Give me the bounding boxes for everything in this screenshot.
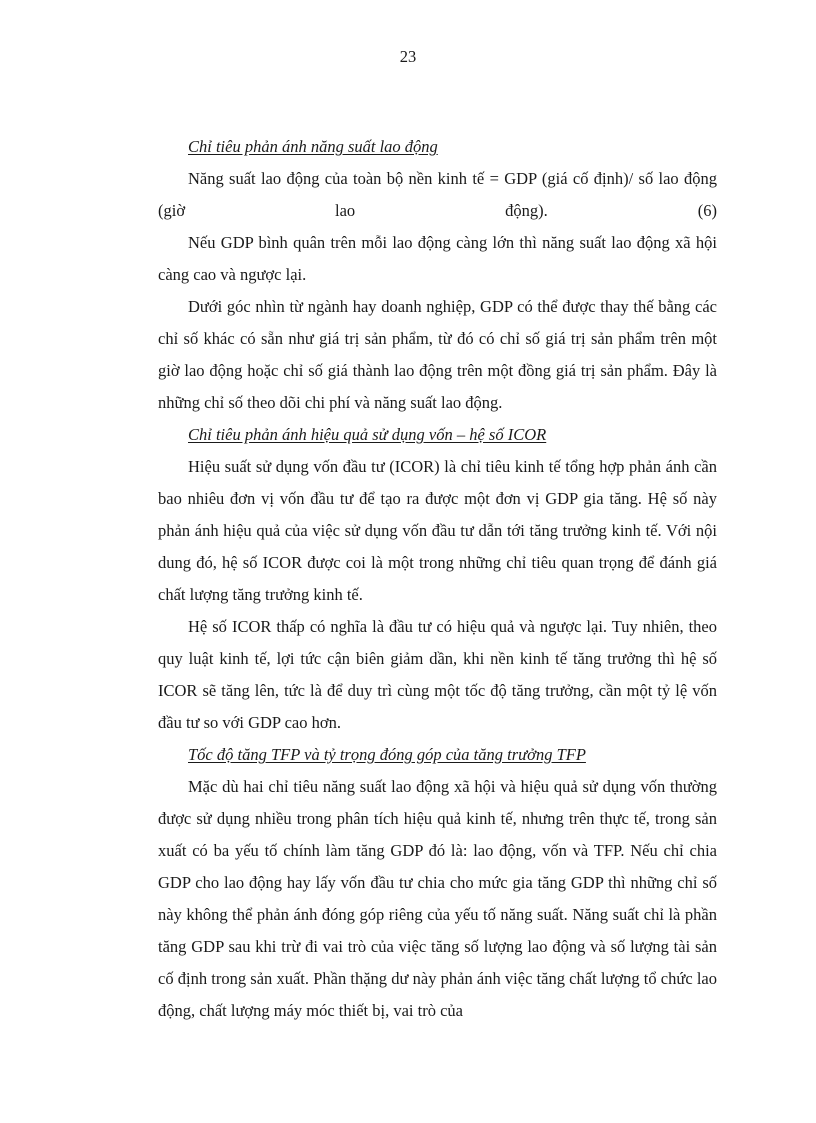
section-heading-icor: Chỉ tiêu phản ánh hiệu quả sử dụng vốn – hệ số ICOR [188,425,547,444]
formula-number: (6) [697,201,717,220]
body-paragraph: Hệ số ICOR thấp có nghĩa là đầu tư có hiệu quả và ngược lại. Tuy nhiên, theo quy luật kinh tế, lợi tức cận biên giảm dần, khi nền kinh tế tăng trưởng thì hệ số ICOR sẽ tăng lên, tức là để duy trì cùng một tốc độ tăng trưởng, cần một tỷ lệ vốn đầu tư so với GDP cao hơn. [158,617,717,732]
page-number: 23 [399,47,417,66]
body-paragraph: Mặc dù hai chỉ tiêu năng suất lao động xã hội và hiệu quả sử dụng vốn thường được sử dụng nhiều trong phân tích hiệu quả kinh tế, nhưng trên thực tế, trong sản xuất có ba yếu tố chính làm tăng GDP đó là: lao động, vốn và TFP. Nếu chỉ chia GDP cho lao động hay lấy vốn đầu tư chia cho mức gia tăng GDP thì những chỉ số này không thể phản ánh đóng góp riêng của yếu tố năng suất. Năng suất chỉ là phần tăng GDP sau khi trừ đi vai trò của việc tăng số lượng lao động và số lượng tài sản cố định trong sản xuất. Phần thặng dư này phản ánh việc tăng chất lượng tổ chức lao động, chất lượng máy móc thiết bị, vai trò của [158,777,717,1020]
section-heading-labor-productivity: Chỉ tiêu phản ánh năng suất lao động [188,137,438,156]
formula-paragraph [158,163,717,227]
body-paragraph: Hiệu suất sử dụng vốn đầu tư (ICOR) là chỉ tiêu kinh tế tổng hợp phản ánh cần bao nhiêu đơn vị vốn đầu tư để tạo ra được một đơn vị GDP gia tăng. Hệ số này phản ánh hiệu quả của việc sử dụng vốn đầu tư dẫn tới tăng trưởng kinh tế. Với nội dung đó, hệ số ICOR được coi là một trong những chỉ tiêu quan trọng để đánh giá chất lượng tăng trưởng kinh tế. [158,457,717,604]
page-body [158,131,717,1027]
body-paragraph: Dưới góc nhìn từ ngành hay doanh nghiệp, GDP có thể được thay thế bằng các chỉ số khác có sẵn như giá trị sản phẩm, từ đó có chỉ số giá trị sản phẩm trên một giờ lao động hoặc chỉ số giá thành lao động trên một đồng giá trị sản phẩm. Đây là những chỉ số theo dõi chi phí và năng suất lao động. [158,297,717,412]
formula-text: Năng suất lao động của toàn bộ nền kinh tế = GDP (giá cố định)/ số lao động (giờ lao động). [158,169,717,220]
section-heading-tfp: Tốc độ tăng TFP và tỷ trọng đóng góp của tăng trưởng TFP [188,745,586,764]
body-paragraph: Nếu GDP bình quân trên mỗi lao động càng lớn thì năng suất lao động xã hội càng cao và ngược lại. [158,233,717,284]
